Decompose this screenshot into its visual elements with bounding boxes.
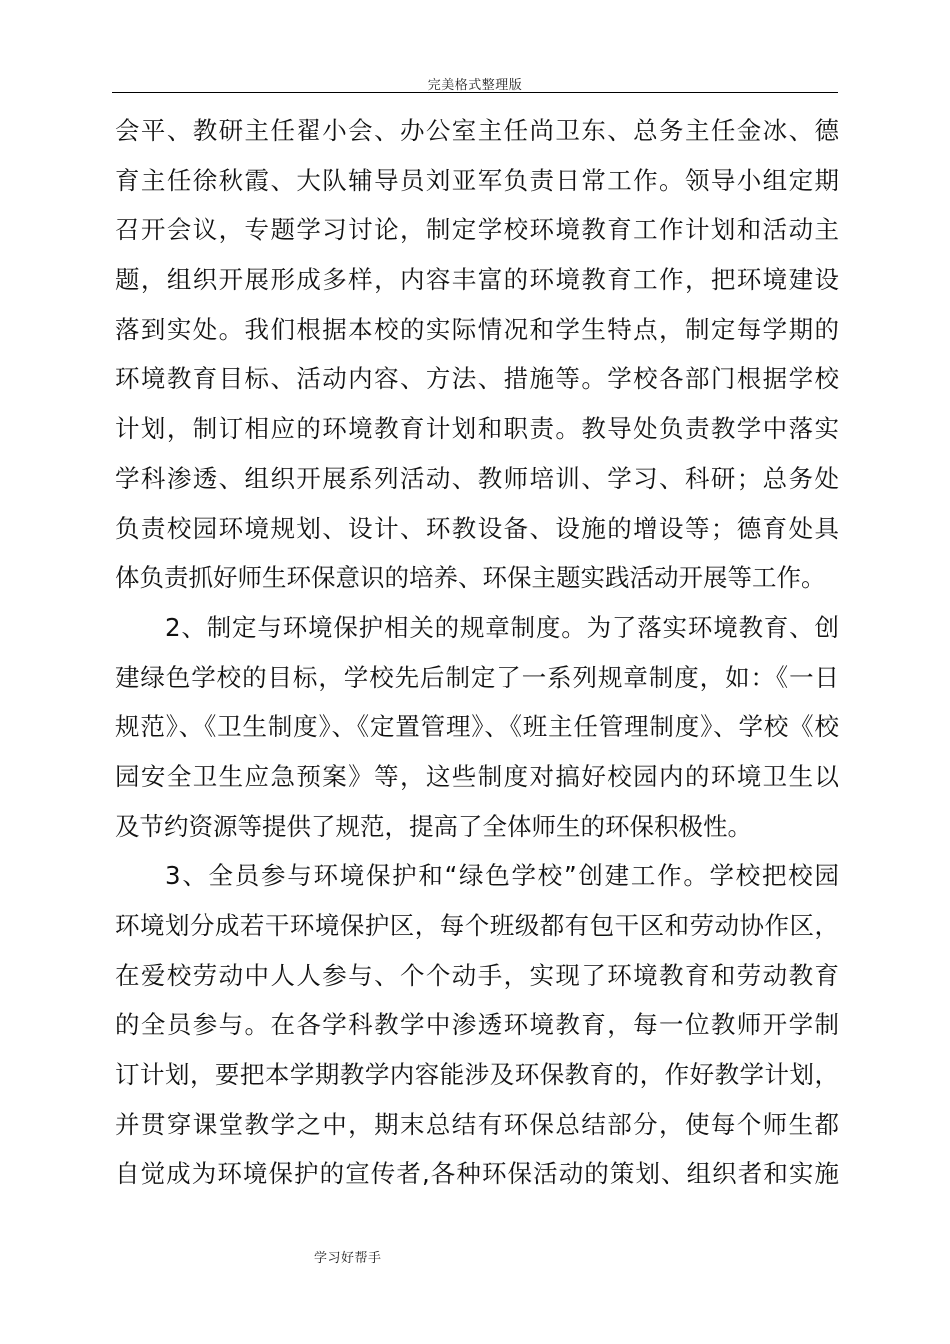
text-line: 计划，制订相应的环境教育计划和职责。教导处负责教学中落实 [115, 414, 839, 444]
text-line: 订计划，要把本学期教学内容能涉及环保教育的，作好教学计划， [115, 1060, 839, 1090]
text-line: 召开会议，专题学习讨论，制定学校环境教育工作计划和活动主 [115, 215, 839, 245]
document-body [115, 106, 839, 1199]
text-line: 落到实处。我们根据本校的实际情况和学生特点，制定每学期的 [115, 314, 839, 344]
text-line: 并贯穿课堂教学之中，期末总结有环保总结部分，使每个师生都 [115, 1109, 839, 1139]
text-line: 会平、教研主任翟小会、办公室主任尚卫东、总务主任金冰、德 [115, 116, 839, 145]
text-line: 环境教育目标、活动内容、方法、措施等。学校各部门根据学校 [115, 364, 839, 394]
text-line: 学科渗透、组织开展系列活动、教师培训、学习、科研；总务处 [115, 463, 839, 493]
text-line: 建绿色学校的目标，学校先后制定了一系列规章制度，如：《一日 [115, 662, 839, 692]
text-line: 规范》、《卫生制度》、《定置管理》、《班主任管理制度》、学校《校 [115, 712, 839, 742]
text-line: 及节约资源等提供了规范，提高了全体师生的环保积极性。 [115, 811, 752, 841]
text-line: 负责校园环境规划、设计、环教设备、设施的增设等；德育处具 [115, 513, 839, 543]
text-line: 题，组织开展形成多样，内容丰富的环境教育工作，把环境建设 [115, 265, 839, 295]
text-line: 在爱校劳动中人人参与、个个动手，实现了环境教育和劳动教育 [115, 960, 839, 990]
text-line: 2、制定与环境保护相关的规章制度。为了落实环境教育、创 [165, 612, 839, 642]
text-line: 3、全员参与环境保护和“绿色学校”创建工作。学校把校园 [165, 861, 839, 891]
text-line: 环境划分成若干环境保护区，每个班级都有包干区和劳动协作区， [115, 911, 839, 940]
header-divider [112, 92, 838, 93]
text-line: 育主任徐秋霞、大队辅导员刘亚军负责日常工作。领导小组定期 [115, 165, 839, 195]
page-header-title: 完美格式整理版 [427, 78, 523, 93]
text-line: 园安全卫生应急预案》等，这些制度对搞好校园内的环境卫生以 [115, 761, 839, 791]
page-footer-text: 学习好帮手 [314, 1251, 382, 1266]
text-line: 自觉成为环境保护的宣传者,各种环保活动的策划、组织者和实施 [115, 1159, 839, 1189]
text-line: 体负责抓好师生环保意识的培养、环保主题实践活动开展等工作。 [115, 563, 826, 593]
text-line: 的全员参与。在各学科教学中渗透环境教育，每一位教师开学制 [115, 1010, 839, 1040]
